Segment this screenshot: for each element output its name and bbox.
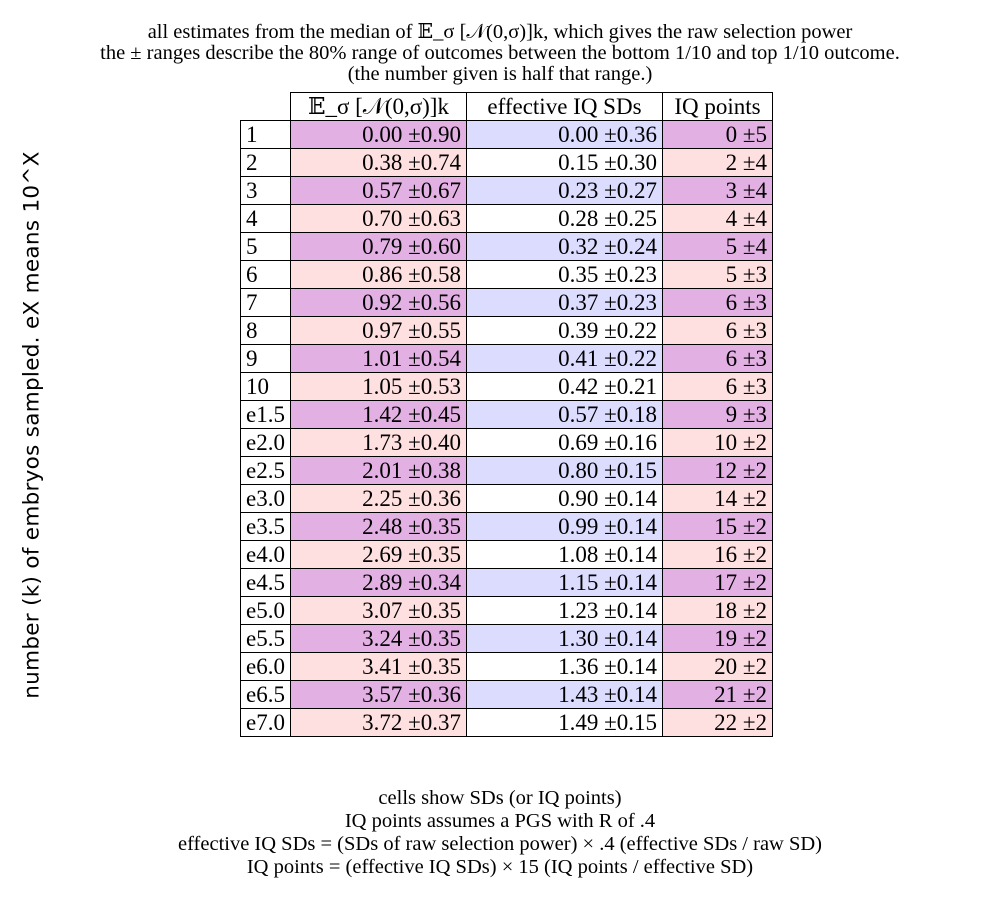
raw-power-cell: 2.25 ±0.36 xyxy=(290,485,466,513)
table-row xyxy=(241,401,773,429)
row-label-cell: 8 xyxy=(241,317,291,345)
header-line: all estimates from the median of 𝔼_σ [𝒩(0,σ)]k, which gives the raw selection power xyxy=(147,21,853,43)
column-header-iq: IQ points xyxy=(662,93,772,121)
effective-sd-cell: 1.30 ±0.14 xyxy=(466,625,662,653)
table-row xyxy=(241,373,773,401)
iq-points-cell: 20 ±2 xyxy=(662,653,772,681)
effective-sd-cell: 0.23 ±0.27 xyxy=(466,177,662,205)
row-label-cell: e4.0 xyxy=(241,541,291,569)
row-label-cell: e6.5 xyxy=(241,681,291,709)
row-label-cell: e6.0 xyxy=(241,653,291,681)
iq-points-cell: 4 ±4 xyxy=(662,205,772,233)
effective-sd-cell: 0.90 ±0.14 xyxy=(466,485,662,513)
footer-line: IQ points assumes a PGS with R of .4 xyxy=(344,810,656,832)
effective-sd-cell: 0.57 ±0.18 xyxy=(466,401,662,429)
row-label-cell: 5 xyxy=(241,233,291,261)
effective-sd-cell: 1.08 ±0.14 xyxy=(466,541,662,569)
effective-sd-cell: 0.37 ±0.23 xyxy=(466,289,662,317)
row-label-cell: 3 xyxy=(241,177,291,205)
effective-sd-cell: 0.32 ±0.24 xyxy=(466,233,662,261)
effective-sd-cell: 0.41 ±0.22 xyxy=(466,345,662,373)
chart-footer xyxy=(0,787,1000,879)
row-label-cell: 7 xyxy=(241,289,291,317)
selection-table xyxy=(240,92,773,737)
row-label-cell: 2 xyxy=(241,149,291,177)
iq-points-cell: 15 ±2 xyxy=(662,513,772,541)
iq-points-cell: 16 ±2 xyxy=(662,541,772,569)
effective-sd-cell: 0.15 ±0.30 xyxy=(466,149,662,177)
row-label-cell: e2.0 xyxy=(241,429,291,457)
effective-sd-cell: 0.69 ±0.16 xyxy=(466,429,662,457)
table-row xyxy=(241,345,773,373)
iq-points-cell: 22 ±2 xyxy=(662,709,772,737)
raw-power-cell: 0.00 ±0.90 xyxy=(290,121,466,149)
table-row xyxy=(241,317,773,345)
column-header-raw: 𝔼_σ [𝒩(0,σ)]k xyxy=(290,93,466,121)
footer-line: IQ points = (effective IQ SDs) × 15 (IQ points / effective SD) xyxy=(246,856,754,878)
table-row xyxy=(241,149,773,177)
row-label-cell: 4 xyxy=(241,205,291,233)
table-row xyxy=(241,289,773,317)
footer-line: cells show SDs (or IQ points) xyxy=(378,787,622,809)
raw-power-cell: 0.86 ±0.58 xyxy=(290,261,466,289)
corner-cell xyxy=(241,93,291,121)
effective-sd-cell: 1.43 ±0.14 xyxy=(466,681,662,709)
row-label-cell: e5.5 xyxy=(241,625,291,653)
iq-points-cell: 2 ±4 xyxy=(662,149,772,177)
effective-sd-cell: 1.23 ±0.14 xyxy=(466,597,662,625)
table-row xyxy=(241,261,773,289)
raw-power-cell: 1.42 ±0.45 xyxy=(290,401,466,429)
row-label-cell: e5.0 xyxy=(241,597,291,625)
footer-line: effective IQ SDs = (SDs of raw selection power) × .4 (effective SDs / raw SD) xyxy=(177,833,823,855)
table-row xyxy=(241,709,773,737)
row-label-cell: e3.0 xyxy=(241,485,291,513)
iq-points-cell: 6 ±3 xyxy=(662,345,772,373)
table-row xyxy=(241,541,773,569)
effective-sd-cell: 0.28 ±0.25 xyxy=(466,205,662,233)
raw-power-cell: 1.73 ±0.40 xyxy=(290,429,466,457)
iq-points-cell: 6 ±3 xyxy=(662,317,772,345)
row-label-cell: 6 xyxy=(241,261,291,289)
raw-power-cell: 3.24 ±0.35 xyxy=(290,625,466,653)
row-label-cell: e4.5 xyxy=(241,569,291,597)
iq-points-cell: 5 ±4 xyxy=(662,233,772,261)
raw-power-cell: 0.38 ±0.74 xyxy=(290,149,466,177)
iq-points-cell: 21 ±2 xyxy=(662,681,772,709)
table-row xyxy=(241,653,773,681)
iq-points-cell: 6 ±3 xyxy=(662,373,772,401)
column-header-effective: effective IQ SDs xyxy=(466,93,662,121)
raw-power-cell: 2.01 ±0.38 xyxy=(290,457,466,485)
iq-points-cell: 0 ±5 xyxy=(662,121,772,149)
effective-sd-cell: 0.42 ±0.21 xyxy=(466,373,662,401)
iq-points-cell: 17 ±2 xyxy=(662,569,772,597)
header-line: (the number given is half that range.) xyxy=(347,63,653,85)
raw-power-cell: 3.07 ±0.35 xyxy=(290,597,466,625)
iq-points-cell: 3 ±4 xyxy=(662,177,772,205)
effective-sd-cell: 0.80 ±0.15 xyxy=(466,457,662,485)
iq-points-cell: 5 ±3 xyxy=(662,261,772,289)
table-row xyxy=(241,569,773,597)
raw-power-cell: 1.05 ±0.53 xyxy=(290,373,466,401)
iq-points-cell: 18 ±2 xyxy=(662,597,772,625)
raw-power-cell: 3.57 ±0.36 xyxy=(290,681,466,709)
row-label-cell: e2.5 xyxy=(241,457,291,485)
raw-power-cell: 0.79 ±0.60 xyxy=(290,233,466,261)
effective-sd-cell: 0.99 ±0.14 xyxy=(466,513,662,541)
table-row xyxy=(241,597,773,625)
raw-power-cell: 2.48 ±0.35 xyxy=(290,513,466,541)
table-body xyxy=(241,121,773,737)
table-row xyxy=(241,121,773,149)
raw-power-cell: 3.72 ±0.37 xyxy=(290,709,466,737)
raw-power-cell: 0.57 ±0.67 xyxy=(290,177,466,205)
row-label-cell: 1 xyxy=(241,121,291,149)
effective-sd-cell: 1.36 ±0.14 xyxy=(466,653,662,681)
chart-header xyxy=(0,22,1000,85)
table-row xyxy=(241,177,773,205)
row-label-cell: e3.5 xyxy=(241,513,291,541)
iq-points-cell: 12 ±2 xyxy=(662,457,772,485)
effective-sd-cell: 0.39 ±0.22 xyxy=(466,317,662,345)
row-label-cell: e7.0 xyxy=(241,709,291,737)
iq-points-cell: 19 ±2 xyxy=(662,625,772,653)
table-row xyxy=(241,205,773,233)
table-row xyxy=(241,233,773,261)
table-row xyxy=(241,457,773,485)
table-row xyxy=(241,485,773,513)
effective-sd-cell: 0.00 ±0.36 xyxy=(466,121,662,149)
table-row xyxy=(241,429,773,457)
effective-sd-cell: 1.15 ±0.14 xyxy=(466,569,662,597)
row-label-cell: 10 xyxy=(241,373,291,401)
raw-power-cell: 2.69 ±0.35 xyxy=(290,541,466,569)
iq-points-cell: 14 ±2 xyxy=(662,485,772,513)
table-row xyxy=(241,513,773,541)
raw-power-cell: 0.92 ±0.56 xyxy=(290,289,466,317)
raw-power-cell: 0.97 ±0.55 xyxy=(290,317,466,345)
raw-power-cell: 1.01 ±0.54 xyxy=(290,345,466,373)
iq-points-cell: 10 ±2 xyxy=(662,429,772,457)
row-label-cell: 9 xyxy=(241,345,291,373)
iq-points-cell: 9 ±3 xyxy=(662,401,772,429)
header-line: the ± ranges describe the 80% range of outcomes between the bottom 1/10 and top 1/10 outcome. xyxy=(100,42,900,64)
table-header-row xyxy=(241,93,773,121)
effective-sd-cell: 0.35 ±0.23 xyxy=(466,261,662,289)
raw-power-cell: 0.70 ±0.63 xyxy=(290,205,466,233)
table-row xyxy=(241,681,773,709)
effective-sd-cell: 1.49 ±0.15 xyxy=(466,709,662,737)
raw-power-cell: 3.41 ±0.35 xyxy=(290,653,466,681)
raw-power-cell: 2.89 ±0.34 xyxy=(290,569,466,597)
row-label-cell: e1.5 xyxy=(241,401,291,429)
table-row xyxy=(241,625,773,653)
iq-points-cell: 6 ±3 xyxy=(662,289,772,317)
y-axis-label: number (k) of embryos sampled. eX means 10^X xyxy=(19,151,45,699)
